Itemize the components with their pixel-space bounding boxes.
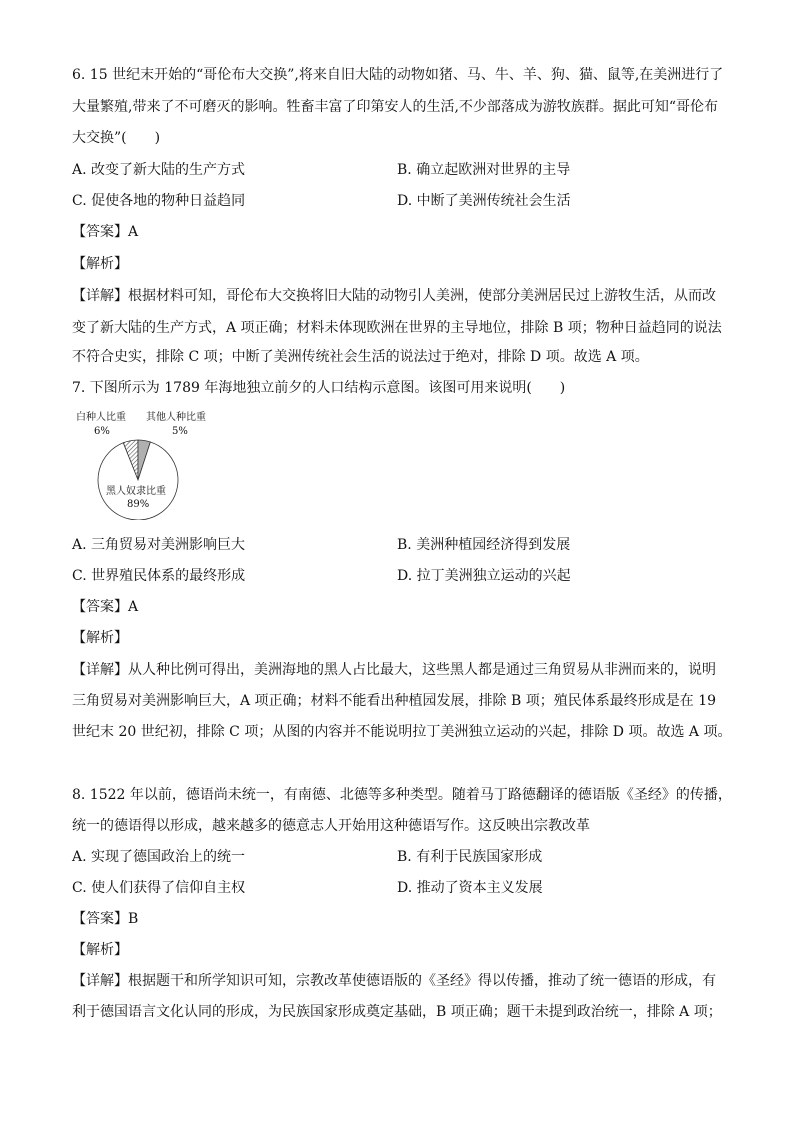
q8-stem-line-1: 8. 1522 年以前，德语尚未统一，有南德、北德等多种类型。随着马丁路德翻译的德语版《圣经》的传播， [72, 787, 732, 803]
white-pct: 6% [94, 426, 110, 437]
q8-option-d: D. 推动了资本主义发展 [397, 880, 543, 896]
q6-option-d: D. 中断了美洲传统社会生活 [397, 193, 571, 209]
q7-option-a: A. 三角贸易对美洲影响巨大 [72, 537, 246, 553]
q7-detail-line-2: 三角贸易对美洲影响巨大，A 项正确；材料不能看出种植园发展，排除 B 项；殖民体系最终形成是在 19 [72, 693, 717, 709]
q7-option-b: B. 美洲种植园经济得到发展 [397, 537, 571, 553]
q8-detail-line-2: 利于德国语言文化认同的形成，为民族国家形成奠定基础，B 项正确；题干未提到政治统一，排除 A 项； [72, 1004, 722, 1020]
q7-answer: 【答案】A [72, 599, 139, 615]
q6-stem-line-1: 6. 15 世纪末开始的“哥伦布大交换”,将来自旧大陆的动物如猪、马、牛、羊、狗、猫、鼠等,在美洲进行了 [72, 67, 724, 83]
q6-option-c: C. 促使各地的物种日益趋同 [72, 193, 246, 209]
q8-analysis-label: 【解析】 [72, 942, 128, 958]
q8-option-b: B. 有利于民族国家形成 [397, 849, 543, 865]
q7-detail-line-3: 世纪末 20 世纪初，排除 C 项；从图的内容并不能说明拉丁美洲独立运动的兴起，排除 D 项。故选 A 项。 [72, 724, 732, 740]
q7-stem: 7. 下图所示为 1789 年海地独立前夕的人口结构示意图。该图可用来说明( ) [72, 380, 566, 396]
q8-option-a: A. 实现了德国政治上的统一 [72, 849, 246, 865]
q6-analysis-label: 【解析】 [72, 256, 128, 272]
q8-stem-line-2: 统一的德语得以形成，越来越多的德意志人开始用这种德语写作。这反映出宗教改革 [72, 818, 590, 834]
q6-stem-line-3: 大交换”( ) [72, 130, 161, 146]
white-label: 白种人比重 [76, 412, 126, 423]
q7-option-d: D. 拉丁美洲独立运动的兴起 [397, 568, 571, 584]
q8-option-c: C. 使人们获得了信仰自主权 [72, 880, 246, 896]
q6-detail-line-1: 【详解】根据材料可知，哥伦布大交换将旧大陆的动物引人美洲，使部分美洲居民过上游牧生活，从而改 [72, 288, 716, 304]
q6-detail-line-2: 变了新大陆的生产方式，A 项正确；材料未体现欧洲在世界的主导地位，排除 B 项；物种日益趋同的说法 [72, 320, 722, 336]
other-label: 其他人种比重 [146, 412, 206, 423]
population-pie-chart [72, 410, 222, 520]
q8-detail-line-1: 【详解】根据题干和所学知识可知，宗教改革使德语版的《圣经》得以传播，推动了统一德语的形成，有 [72, 973, 716, 989]
q6-detail-line-3: 不符合史实，排除 C 项；中断了美洲传统社会生活的说法过于绝对，排除 D 项。故选 A 项。 [72, 349, 649, 365]
black-pct: 89% [127, 499, 150, 510]
q6-stem-line-2: 大量繁殖,带来了不可磨灭的影响。牲畜丰富了印第安人的生活,不少部落成为游牧族群。据此可知“哥伦布 [72, 99, 719, 115]
q7-analysis-label: 【解析】 [72, 630, 128, 646]
q6-option-a: A. 改变了新大陆的生产方式 [72, 162, 246, 178]
other-pct: 5% [172, 426, 188, 437]
q8-answer: 【答案】B [72, 911, 139, 927]
q6-option-b: B. 确立起欧洲对世界的主导 [397, 162, 571, 178]
q6-answer: 【答案】A [72, 224, 139, 240]
q7-detail-line-1: 【详解】从人种比例可得出，美洲海地的黑人占比最大，这些黑人都是通过三角贸易从非洲而来的，说明 [72, 662, 716, 678]
black-label: 黑人奴隶比重 [106, 486, 166, 497]
q7-option-c: C. 世界殖民体系的最终形成 [72, 568, 246, 584]
